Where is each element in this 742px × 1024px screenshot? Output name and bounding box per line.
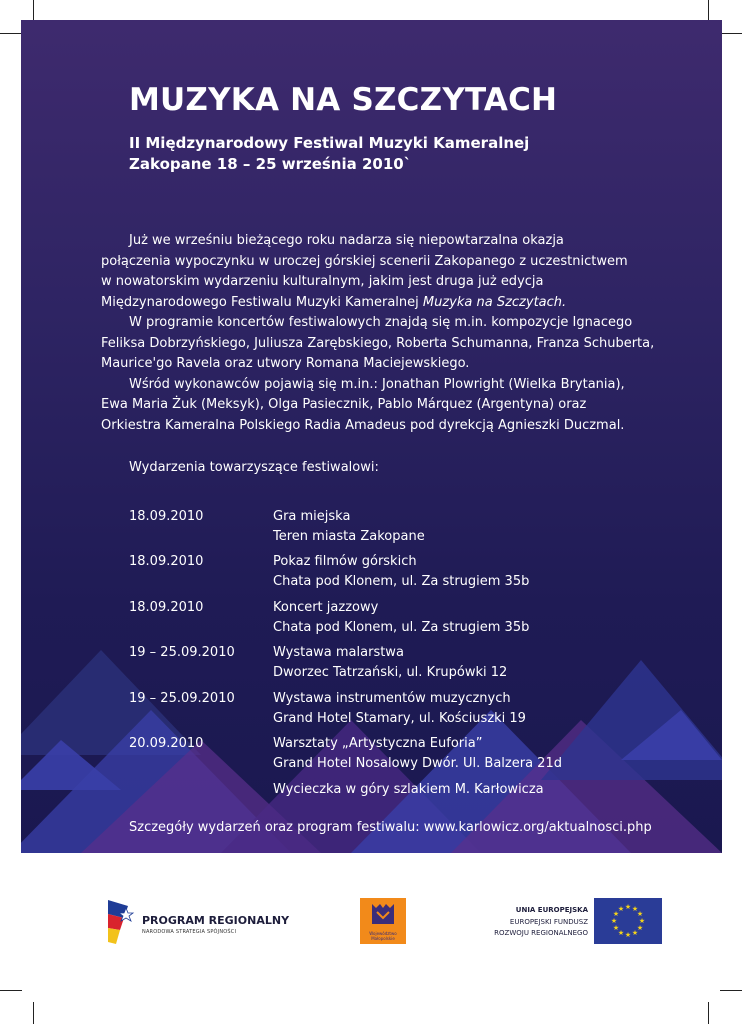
svg-text:★: ★ — [636, 924, 644, 932]
event-place: Chata pod Klonem, ul. Za strugiem 35b — [273, 574, 530, 589]
events-heading: Wydarzenia towarzyszące festiwalowi: — [129, 460, 379, 475]
svg-text:★: ★ — [617, 905, 625, 913]
poster-title: MUZYKA NA SZCZYTACH — [129, 82, 558, 118]
event-name: Wystawa instrumentów muzycznych — [273, 691, 511, 706]
poster-subtitle — [129, 133, 529, 175]
crop-mark — [708, 0, 709, 22]
event-place: Teren miasta Zakopane — [273, 529, 425, 544]
eu-line-1: UNIA EUROPEJSKA — [515, 906, 588, 914]
event-name: Pokaz filmów górskich — [273, 554, 417, 569]
eu-line-3: ROZWOJU REGIONALNEGO — [494, 929, 588, 937]
event-place: Dworzec Tatrzański, ul. Krupówki 12 — [273, 665, 508, 680]
crop-mark — [0, 990, 22, 991]
star-flag-icon — [104, 898, 138, 948]
event-date: 19 – 25.09.2010 — [129, 645, 235, 660]
svg-text:★: ★ — [631, 929, 639, 937]
program-regionalny-name: PROGRAM REGIONALNY — [142, 914, 290, 927]
crop-mark — [720, 990, 742, 991]
eu-logo — [476, 898, 666, 946]
program-regionalny-tagline: NARODOWA STRATEGIA SPÓJNOŚCI — [142, 929, 237, 935]
crop-mark — [0, 33, 22, 34]
poster — [21, 20, 722, 853]
crop-mark — [708, 1002, 709, 1024]
paragraph-3: Wśród wykonawców pojawią się m.in.: Jonathan Plowright (Wielka Brytania), Ewa Maria Żuk (Meksyk), Olga Pasiecznik, Pablo Márquez (Argentyna) oraz Orkiestra Kameralna Polskiego Radia Amadeus pod dyrekcją Agnieszki Duczmal. — [101, 376, 625, 433]
svg-text:★: ★ — [612, 910, 620, 918]
crop-mark — [33, 0, 34, 22]
malopolska-crest-icon — [360, 898, 406, 932]
crop-mark — [33, 1002, 34, 1024]
eu-stars-icon — [594, 898, 662, 944]
malopolska-caption: Województwo Małopolskie — [369, 931, 397, 941]
event-date: 19 – 25.09.2010 — [129, 691, 235, 706]
svg-text:★: ★ — [624, 903, 632, 911]
svg-text:★: ★ — [638, 917, 646, 925]
event-place: Grand Hotel Nosalowy Dwór. Ul. Balzera 21d — [273, 756, 562, 771]
malopolska-logo — [360, 898, 406, 944]
event-name: Wycieczka w góry szlakiem M. Karłowicza — [273, 782, 544, 797]
event-date: 18.09.2010 — [129, 509, 204, 524]
eu-line-2: EUROPEJSKI FUNDUSZ — [509, 918, 588, 926]
svg-text:★: ★ — [610, 917, 618, 925]
body-text — [101, 231, 671, 436]
event-place: Grand Hotel Stamary, ul. Kościuszki 19 — [273, 711, 526, 726]
event-name: Koncert jazzowy — [273, 600, 379, 615]
event-name: Wystawa malarstwa — [273, 645, 404, 660]
crop-mark — [720, 33, 742, 34]
paragraph-1: Już we wrześniu bieżącego roku nadarza się niepowtarzalna okazja połączenia wypoczynku w uroczej górskiej scenerii Zakopanego z uczestnictwem w nowatorskim wydarzeniu kulturalnym, jakim jest druga już edycja Międzynarodowego Festiwalu Muzyki Kameralnej Muzyka na Szczytach. — [101, 233, 628, 310]
svg-text:★: ★ — [631, 905, 639, 913]
program-regionalny-logo — [104, 898, 294, 948]
eu-flag-icon — [594, 898, 662, 944]
svg-text:★: ★ — [612, 924, 620, 932]
event-name: Gra miejska — [273, 509, 351, 524]
festival-name-italic: Muzyka na Szczytach. — [422, 294, 567, 310]
event-date: 18.09.2010 — [129, 554, 204, 569]
event-name: Warsztaty „Artystyczna Euforia” — [273, 736, 483, 751]
subtitle-date: Zakopane 18 – 25 września 2010` — [129, 155, 412, 173]
svg-text:★: ★ — [617, 929, 625, 937]
paragraph-2: W programie koncertów festiwalowych znajdą się m.in. kompozycje Ignacego Feliksa Dobrzyńskiego, Juliusza Zarębskiego, Roberta Schumanna, Franza Schuberta, Maurice'go Ravela oraz utwory Romana Maciejewskiego. — [101, 315, 655, 371]
event-date: 20.09.2010 — [129, 736, 204, 751]
subtitle-festival: II Międzynarodowy Festiwal Muzyki Kameralnej — [129, 134, 530, 152]
event-date: 18.09.2010 — [129, 600, 204, 615]
svg-text:★: ★ — [636, 910, 644, 918]
event-place: Chata pod Klonem, ul. Za strugiem 35b — [273, 620, 530, 635]
svg-text:★: ★ — [624, 931, 632, 939]
festival-details-link[interactable]: Szczegóły wydarzeń oraz program festiwalu: www.karlowicz.org/aktualnosci.php — [129, 820, 652, 835]
